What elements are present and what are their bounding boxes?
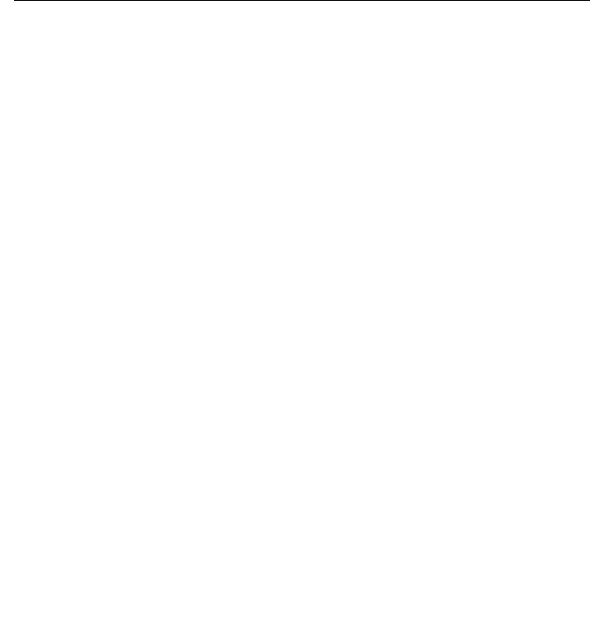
grid-bottom-border	[14, 0, 590, 1]
